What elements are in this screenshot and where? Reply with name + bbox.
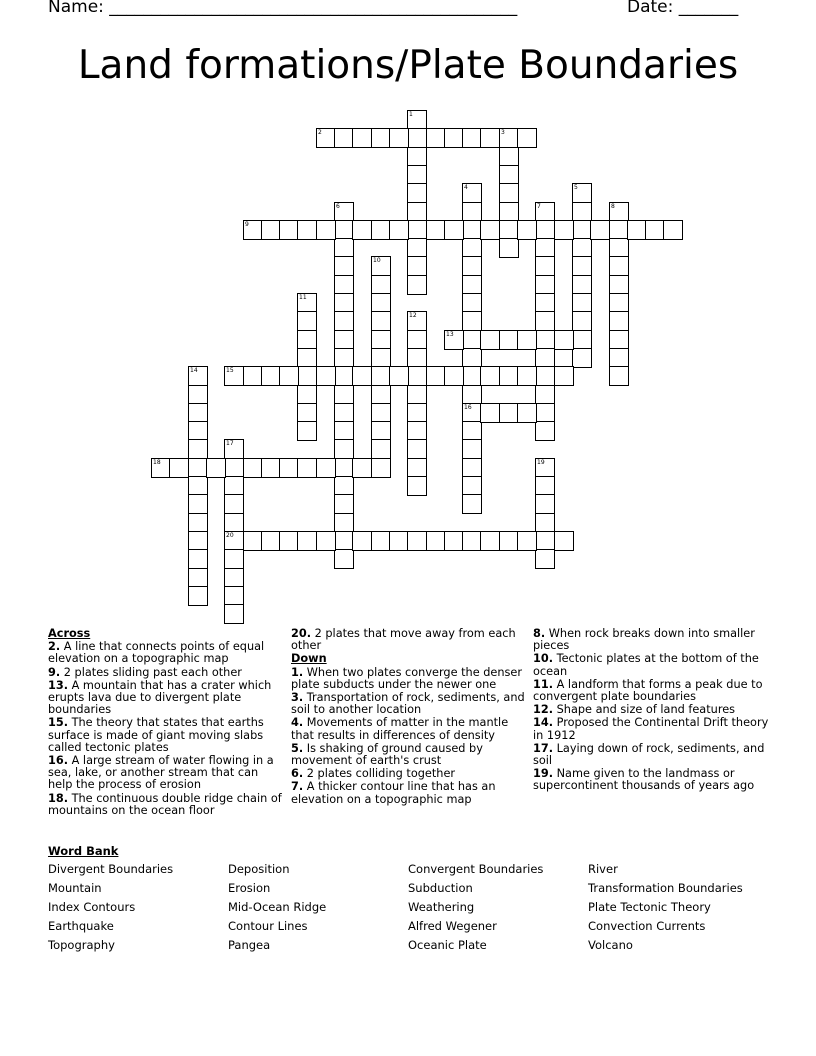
crossword-cell[interactable] [389, 531, 409, 551]
crossword-cell[interactable] [535, 458, 555, 478]
clue-number: 10 [373, 257, 381, 264]
crossword-cell[interactable] [371, 311, 391, 331]
crossword-cell[interactable] [535, 311, 555, 331]
crossword-cell[interactable] [334, 494, 354, 514]
word-bank-item: Index Contours [48, 900, 136, 914]
crossword-cell[interactable] [535, 293, 555, 313]
crossword-cell[interactable] [407, 531, 427, 551]
crossword-cell[interactable] [188, 403, 208, 423]
crossword-cell[interactable] [535, 275, 555, 295]
crossword-cell[interactable] [407, 366, 427, 386]
crossword-cell[interactable] [480, 531, 500, 551]
page-title: Land formations/Plate Boundaries [77, 43, 739, 88]
crossword-cell[interactable] [462, 421, 482, 441]
crossword-cell[interactable] [407, 311, 427, 331]
clue-number: 11 [299, 294, 307, 301]
crossword-cell[interactable] [462, 311, 482, 331]
clue-down-3: 3. Transportation of rock, sediments, and soil to another location [291, 691, 525, 717]
clue-number: 20 [226, 532, 234, 539]
word-bank-item: Alfred Wegener [408, 919, 497, 933]
crossword-cell[interactable] [554, 531, 574, 551]
crossword-cell[interactable] [371, 421, 391, 441]
crossword-cell[interactable] [499, 330, 519, 350]
word-bank-item: Weathering [408, 900, 475, 914]
crossword-cell[interactable] [426, 220, 446, 240]
crossword-cell[interactable] [151, 458, 171, 478]
crossword-cell[interactable] [554, 330, 574, 350]
clue-number: 15 [226, 367, 234, 374]
crossword-cell[interactable] [407, 439, 427, 459]
crossword-cell[interactable] [224, 439, 244, 459]
crossword-cell[interactable] [572, 275, 592, 295]
crossword-cell[interactable] [371, 439, 391, 459]
crossword-cell[interactable] [188, 366, 208, 386]
crossword-cell[interactable] [609, 330, 629, 350]
crossword-cell[interactable] [517, 366, 537, 386]
crossword-cell[interactable] [535, 366, 555, 386]
crossword-cell[interactable] [334, 549, 354, 569]
crossword-cell[interactable] [334, 202, 354, 222]
crossword-cell[interactable] [572, 330, 592, 350]
crossword-cell[interactable] [224, 513, 244, 533]
crossword-cell[interactable] [480, 128, 500, 148]
across-heading: Across [48, 627, 91, 640]
down-heading: Down [291, 652, 327, 666]
crossword-cell[interactable] [572, 348, 592, 368]
crossword-cell[interactable] [224, 568, 244, 588]
word-bank-item: Divergent Boundaries [48, 862, 174, 876]
crossword-cell[interactable] [609, 293, 629, 313]
crossword-cell[interactable] [297, 403, 317, 423]
crossword-cell[interactable] [609, 275, 629, 295]
crossword-cell[interactable] [462, 128, 482, 148]
crossword-cell[interactable] [462, 476, 482, 496]
crossword-cell[interactable] [535, 220, 555, 240]
crossword-cell[interactable] [352, 220, 372, 240]
clues-column-2 [291, 628, 527, 807]
word-bank-item: Contour Lines [228, 919, 308, 933]
crossword-cell[interactable] [297, 220, 317, 240]
crossword-cell[interactable] [572, 238, 592, 258]
crossword-cell[interactable] [334, 238, 354, 258]
crossword-cell[interactable] [188, 458, 208, 478]
word-bank-item: Convection Currents [588, 919, 706, 933]
crossword-cell[interactable] [243, 220, 263, 240]
crossword-cell[interactable] [499, 147, 519, 167]
crossword-cell[interactable] [609, 256, 629, 276]
crossword-cell[interactable] [462, 183, 482, 203]
crossword-cell[interactable] [334, 275, 354, 295]
word-bank-item: Transformation Boundaries [588, 881, 743, 895]
crossword-cell[interactable] [169, 458, 189, 478]
crossword-cell[interactable] [407, 458, 427, 478]
clue-number: 17 [226, 440, 234, 447]
crossword-cell[interactable] [407, 385, 427, 405]
crossword-cell[interactable] [517, 403, 537, 423]
crossword-cell[interactable] [334, 220, 354, 240]
crossword-cell[interactable] [371, 330, 391, 350]
crossword-cell[interactable] [535, 531, 555, 551]
date-line[interactable]: Date: _______ [627, 0, 739, 17]
crossword-cell[interactable] [188, 494, 208, 514]
clue-down-8: 8. When rock breaks down into smaller pieces [533, 627, 755, 653]
clue-number: 8 [611, 203, 615, 210]
word-bank-item: Deposition [228, 862, 290, 876]
clue-down-12: 12. Shape and size of land features [533, 703, 736, 717]
clue-down-4: 4. Movements of matter in the mantle that results in differences of density [291, 716, 509, 742]
crossword-cell[interactable] [535, 421, 555, 441]
crossword-cell[interactable] [462, 293, 482, 313]
crossword-cell[interactable] [572, 220, 592, 240]
crossword-cell[interactable] [426, 531, 446, 551]
crossword-cell[interactable] [261, 366, 281, 386]
crossword-cell[interactable] [609, 220, 629, 240]
crossword-cell[interactable] [334, 348, 354, 368]
word-bank-item: Mountain [48, 881, 102, 895]
crossword-cell[interactable] [316, 128, 336, 148]
crossword-cell[interactable] [499, 183, 519, 203]
clue-number: 9 [245, 221, 249, 228]
crossword-cell[interactable] [334, 330, 354, 350]
crossword-cell[interactable] [297, 348, 317, 368]
clues-column-1 [48, 628, 284, 818]
clue-number: 19 [537, 459, 545, 466]
crossword-cell[interactable] [517, 220, 537, 240]
crossword-cell[interactable] [480, 330, 500, 350]
crossword-cell[interactable] [206, 458, 226, 478]
crossword-cell[interactable] [334, 385, 354, 405]
clue-number: 6 [336, 203, 340, 210]
crossword-cell[interactable] [371, 385, 391, 405]
crossword-cell[interactable] [572, 311, 592, 331]
crossword-cell[interactable] [334, 476, 354, 496]
clues-column-3 [533, 628, 773, 794]
crossword-cell[interactable] [499, 403, 519, 423]
crossword-cell[interactable] [535, 403, 555, 423]
crossword-cell[interactable] [462, 202, 482, 222]
crossword-cell[interactable] [462, 256, 482, 276]
crossword-cell[interactable] [334, 439, 354, 459]
crossword-cell[interactable] [188, 476, 208, 496]
crossword-cell[interactable] [224, 549, 244, 569]
crossword-cell[interactable] [243, 531, 263, 551]
crossword-cell[interactable] [499, 220, 519, 240]
word-bank-column-1 [48, 860, 173, 955]
crossword-cell[interactable] [407, 256, 427, 276]
crossword-cell[interactable] [371, 275, 391, 295]
crossword-cell[interactable] [334, 366, 354, 386]
crossword-cell[interactable] [590, 220, 610, 240]
crossword-cell[interactable] [334, 403, 354, 423]
crossword-cell[interactable] [371, 128, 391, 148]
crossword-cell[interactable] [188, 385, 208, 405]
crossword-cell[interactable] [444, 220, 464, 240]
crossword-cell[interactable] [279, 220, 299, 240]
crossword-cell[interactable] [462, 275, 482, 295]
crossword-cell[interactable] [297, 311, 317, 331]
crossword-cell[interactable] [352, 128, 372, 148]
crossword-cell[interactable] [297, 421, 317, 441]
crossword-cell[interactable] [407, 476, 427, 496]
word-bank-item: Topography [48, 938, 115, 952]
crossword-cell[interactable] [188, 549, 208, 569]
crossword-cell[interactable] [462, 330, 482, 350]
clue-down-10: 10. Tectonic plates at the bottom of the ocean [533, 652, 759, 678]
crossword-cell[interactable] [334, 293, 354, 313]
crossword-cell[interactable] [334, 531, 354, 551]
crossword-cell[interactable] [480, 220, 500, 240]
crossword-cell[interactable] [334, 256, 354, 276]
crossword-cell[interactable] [535, 476, 555, 496]
word-bank-title: Word Bank [48, 844, 119, 858]
clue-number: 7 [537, 203, 541, 210]
crossword-cell[interactable] [572, 202, 592, 222]
crossword-cell[interactable] [407, 330, 427, 350]
crossword-cell[interactable] [224, 531, 244, 551]
crossword-cell[interactable] [480, 403, 500, 423]
crossword-cell[interactable] [407, 403, 427, 423]
crossword-cell[interactable] [279, 366, 299, 386]
clue-down-5: 5. Is shaking of ground caused by movement of earth's crust [291, 741, 483, 768]
clue-across-15: 15. The theory that states that earths surface is made of giant moving slabs called tectonic plates [48, 716, 264, 754]
word-bank-item: Mid-Ocean Ridge [228, 900, 327, 914]
crossword-cell[interactable] [224, 458, 244, 478]
crossword-cell[interactable] [297, 330, 317, 350]
crossword-cell[interactable] [572, 293, 592, 313]
crossword-cell[interactable] [279, 458, 299, 478]
crossword-cell[interactable] [517, 531, 537, 551]
clue-across-16: 16. A large stream of water flowing in a sea, lake, or another stream that can help the process of erosion [48, 754, 274, 792]
crossword-cell[interactable] [261, 220, 281, 240]
crossword-cell[interactable] [297, 531, 317, 551]
crossword-cell[interactable] [535, 385, 555, 405]
crossword-cell[interactable] [462, 366, 482, 386]
crossword-cell[interactable] [316, 531, 336, 551]
crossword-cell[interactable] [188, 568, 208, 588]
crossword-cell[interactable] [334, 458, 354, 478]
word-bank-item: Earthquake [48, 919, 114, 933]
crossword-cell[interactable] [535, 256, 555, 276]
clue-across-2: 2. A line that connects points of equal elevation on a topographic map [48, 640, 265, 666]
crossword-cell[interactable] [371, 293, 391, 313]
crossword-cell[interactable] [279, 531, 299, 551]
crossword-cell[interactable] [371, 403, 391, 423]
crossword-cell[interactable] [444, 128, 464, 148]
crossword-cell[interactable] [371, 366, 391, 386]
crossword-cell[interactable] [371, 458, 391, 478]
word-bank-item: Subduction [408, 881, 473, 895]
crossword-cell[interactable] [499, 165, 519, 185]
crossword-cell[interactable] [535, 202, 555, 222]
crossword-cell[interactable] [297, 458, 317, 478]
crossword-cell[interactable] [462, 458, 482, 478]
clue-down-17: 17. Laying down of rock, sediments, and soil [533, 741, 765, 768]
crossword-cell[interactable] [517, 128, 537, 148]
crossword-cell[interactable] [462, 494, 482, 514]
crossword-cell[interactable] [224, 476, 244, 496]
clue-down-14: 14. Proposed the Continental Drift theory in 1912 [533, 716, 769, 742]
crossword-cell[interactable] [407, 183, 427, 203]
crossword-cell[interactable] [224, 586, 244, 606]
crossword-cell[interactable] [188, 439, 208, 459]
crossword-cell[interactable] [535, 513, 555, 533]
crossword-cell[interactable] [389, 220, 409, 240]
crossword-cell[interactable] [480, 366, 500, 386]
clue-number: 14 [190, 367, 198, 374]
crossword-cell[interactable] [554, 220, 574, 240]
crossword-cell[interactable] [554, 366, 574, 386]
clue-down-11: 11. A landform that forms a peak due to convergent plate boundaries [533, 677, 763, 704]
crossword-cell[interactable] [609, 202, 629, 222]
crossword-cell[interactable] [426, 128, 446, 148]
crossword-cell[interactable] [407, 238, 427, 258]
crossword-cell[interactable] [462, 531, 482, 551]
crossword-cell[interactable] [499, 128, 519, 148]
crossword-cell[interactable] [407, 348, 427, 368]
clue-down-6: 6. 2 plates colliding together [291, 767, 456, 781]
crossword-cell[interactable] [426, 366, 446, 386]
crossword-cell[interactable] [535, 238, 555, 258]
crossword-cell[interactable] [663, 220, 683, 240]
crossword-cell[interactable] [224, 366, 244, 386]
crossword-cell[interactable] [334, 128, 354, 148]
crossword-cell[interactable] [352, 366, 372, 386]
word-bank-item: Plate Tectonic Theory [588, 900, 711, 914]
crossword-cell[interactable] [371, 531, 391, 551]
crossword-cell[interactable] [243, 366, 263, 386]
name-line[interactable]: Name: ________________________________________________ [48, 0, 518, 17]
crossword-cell[interactable] [352, 531, 372, 551]
crossword-cell[interactable] [517, 330, 537, 350]
crossword-cell[interactable] [444, 366, 464, 386]
crossword-cell[interactable] [444, 330, 464, 350]
crossword-cell[interactable] [407, 128, 427, 148]
crossword-cell[interactable] [407, 275, 427, 295]
crossword-cell[interactable] [297, 293, 317, 313]
clue-down-19: 19. Name given to the landmass or supercontinent thousands of years ago [533, 767, 755, 793]
crossword-cell[interactable] [316, 366, 336, 386]
crossword-cell[interactable] [334, 311, 354, 331]
word-bank-item: Oceanic Plate [408, 938, 487, 952]
crossword-cell[interactable] [261, 531, 281, 551]
crossword-cell[interactable] [572, 183, 592, 203]
crossword-cell[interactable] [609, 311, 629, 331]
word-bank-column-2 [228, 860, 326, 955]
crossword-cell[interactable] [407, 202, 427, 222]
crossword-cell[interactable] [297, 385, 317, 405]
crossword-cell[interactable] [188, 513, 208, 533]
crossword-cell[interactable] [371, 256, 391, 276]
crossword-cell[interactable] [188, 421, 208, 441]
crossword-cell[interactable] [243, 458, 263, 478]
crossword-cell[interactable] [535, 549, 555, 569]
crossword-cell[interactable] [535, 330, 555, 350]
clue-number: 4 [464, 184, 468, 191]
clue-across-9: 9. 2 plates sliding past each other [48, 665, 242, 679]
crossword-cell[interactable] [609, 348, 629, 368]
word-bank-item: Erosion [228, 881, 271, 895]
crossword-cell[interactable] [224, 494, 244, 514]
clue-number: 2 [318, 129, 322, 136]
crossword-cell[interactable] [188, 586, 208, 606]
clue-number: 13 [446, 331, 454, 338]
crossword-cell[interactable] [572, 256, 592, 276]
crossword-cell[interactable] [462, 238, 482, 258]
crossword-cell[interactable] [407, 110, 427, 130]
crossword-cell[interactable] [462, 220, 482, 240]
word-bank-item: Volcano [588, 938, 633, 952]
crossword-cell[interactable] [407, 220, 427, 240]
crossword-cell[interactable] [609, 366, 629, 386]
clue-down-7: 7. A thicker contour line that has an elevation on a topographic map [291, 780, 496, 806]
crossword-cell[interactable] [389, 366, 409, 386]
crossword-cell[interactable] [261, 458, 281, 478]
clue-number: 5 [574, 184, 578, 191]
word-bank-item: River [588, 862, 618, 876]
clue-number: 3 [501, 129, 505, 136]
crossword-cell[interactable] [407, 165, 427, 185]
word-bank-item: Convergent Boundaries [408, 862, 544, 876]
crossword-cell[interactable] [297, 366, 317, 386]
clue-across-13: 13. A mountain that has a crater which erupts lava due to divergent plate boundaries [48, 678, 272, 717]
crossword-cell[interactable] [352, 458, 372, 478]
crossword-cell[interactable] [371, 348, 391, 368]
crossword-cell[interactable] [499, 531, 519, 551]
crossword-cell[interactable] [316, 458, 336, 478]
crossword-cell[interactable] [444, 531, 464, 551]
crossword-cell[interactable] [389, 128, 409, 148]
crossword-cell[interactable] [188, 531, 208, 551]
word-bank-item: Pangea [228, 938, 271, 952]
crossword-cell[interactable] [535, 348, 555, 368]
clue-number: 12 [409, 312, 417, 319]
crossword-cell[interactable] [407, 421, 427, 441]
crossword-cell[interactable] [462, 439, 482, 459]
crossword-cell[interactable] [462, 385, 482, 405]
crossword-cell[interactable] [535, 494, 555, 514]
crossword-cell[interactable] [224, 604, 244, 624]
crossword-cell[interactable] [499, 366, 519, 386]
clue-number: 1 [409, 111, 413, 118]
crossword-cell[interactable] [334, 421, 354, 441]
crossword-cell[interactable] [499, 202, 519, 222]
crossword-cell[interactable] [316, 220, 336, 240]
clue-across-20: 20. 2 plates that move away from each other [291, 627, 516, 653]
crossword-cell[interactable] [645, 220, 665, 240]
crossword-cell[interactable] [499, 238, 519, 258]
clue-across-18: 18. The continuous double ridge chain of mountains on the ocean floor [48, 791, 282, 817]
clue-down-1: 1. When two plates converge the denser plate subducts under the newer one [291, 665, 523, 691]
clue-number: 18 [153, 459, 161, 466]
crossword-cell[interactable] [609, 238, 629, 258]
crossword-cell[interactable] [371, 220, 391, 240]
crossword-cell[interactable] [334, 513, 354, 533]
clue-number: 16 [464, 404, 472, 411]
crossword-cell[interactable] [627, 220, 647, 240]
crossword-cell[interactable] [462, 403, 482, 423]
crossword-cell[interactable] [407, 147, 427, 167]
word-bank-column-3 [408, 860, 543, 955]
crossword-cell[interactable] [462, 348, 482, 368]
word-bank-column-4 [588, 860, 743, 955]
